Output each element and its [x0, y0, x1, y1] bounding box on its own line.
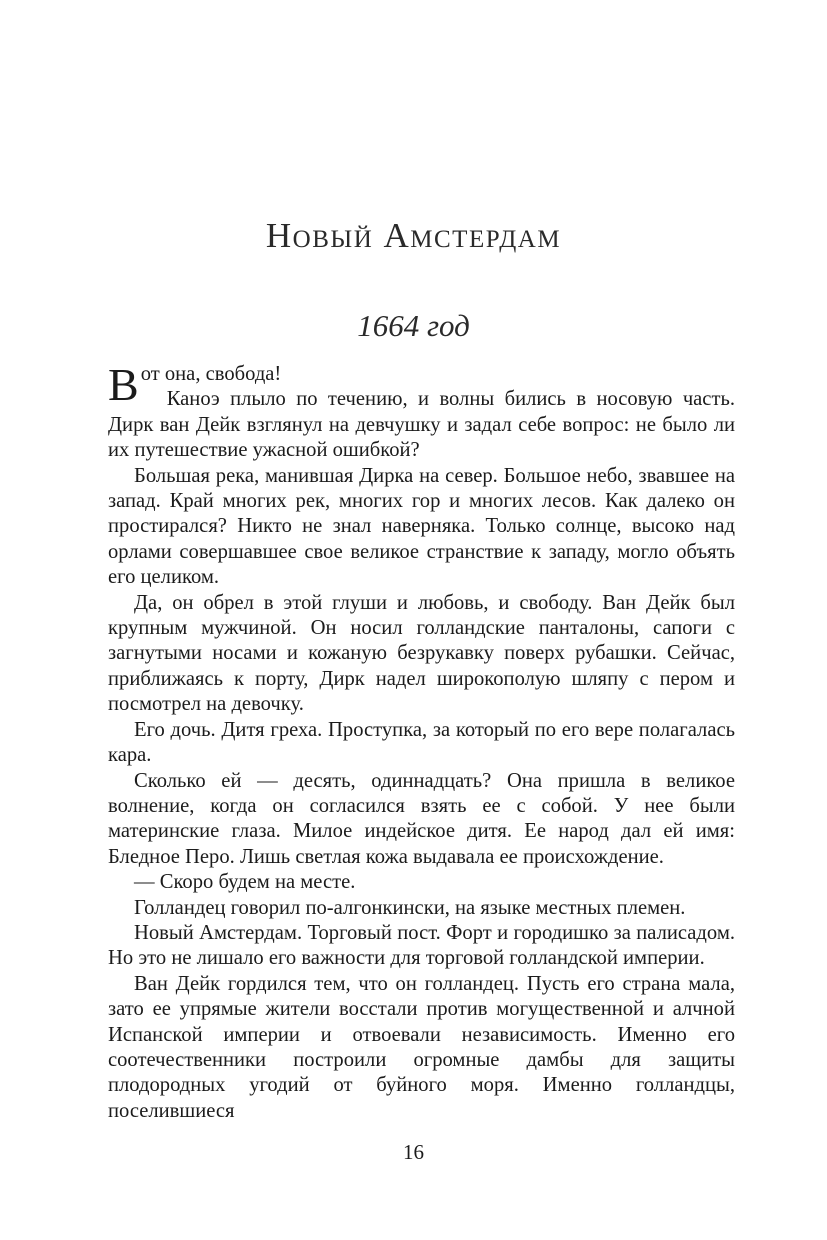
- paragraph: Сколько ей — десять, одиннадцать? Она пришла в великое волнение, когда он согласился взять ее с собой. У нее были материнские глаза. Милое индейское дитя. Ее народ дал ей имя: Бледное Перо. Лишь светлая кожа выдавала ее происхождение.: [108, 769, 735, 868]
- paragraph: Большая река, манившая Дирка на север. Большое небо, звавшее на запад. Край многих рек, многих гор и многих лесов. Как далеко он простирался? Никто не знал наверняка. Только солнце, высоко над орлами совершавшее свое великое странствие к западу, могло объять его целиком.: [108, 464, 735, 589]
- paragraph: [108, 359, 735, 410]
- paragraph: Ван Дейк гордился тем, что он голландец. Пусть его страна мала, зато ее упрямые жители восстали против могущественной и алчной Испанской империи и отвоевали независимость. Именно его соотечественники построили огромные дамбы для защиты плодородных угодий от буйного моря. Именно голландцы, поселившиеся: [108, 972, 735, 1122]
- paragraph-text: от она, свобода!: [140, 363, 282, 385]
- paragraph: Новый Амстердам. Торговый пост. Форт и городишко за палисадом. Но это не лишало его важности для торговой голландской империи.: [108, 921, 735, 970]
- chapter-year: 1664 год: [357, 308, 470, 343]
- paragraph: Каноэ плыло по течению, и волны бились в носовую часть. Дирк ван Дейк взглянул на девчушку и задал себе вопрос: не было ли их путешествие ужасной ошибкой?: [108, 388, 735, 462]
- drop-cap: В: [108, 359, 139, 410]
- paragraph: — Скоро будем на месте.: [134, 871, 356, 894]
- page-number: 16: [403, 1140, 424, 1164]
- paragraph: Его дочь. Дитя греха. Проступка, за который по его вере полагалась кара.: [108, 718, 735, 767]
- chapter-body: [108, 359, 735, 1124]
- chapter-title: Новый Амстердам: [265, 216, 562, 255]
- paragraph: Да, он обрел в этой глуши и любовь, и свободу. Ван Дейк был крупным мужчиной. Он носил голландские панталоны, сапоги с загнутыми носами и кожаную безрукавку поверх рубашки. Сейчас, приближаясь к порту, Дирк надел широкополую шляпу с пером и посмотрел на девочку.: [108, 591, 735, 716]
- paragraph: Голландец говорил по-алгонкински, на языке местных племен.: [134, 896, 686, 919]
